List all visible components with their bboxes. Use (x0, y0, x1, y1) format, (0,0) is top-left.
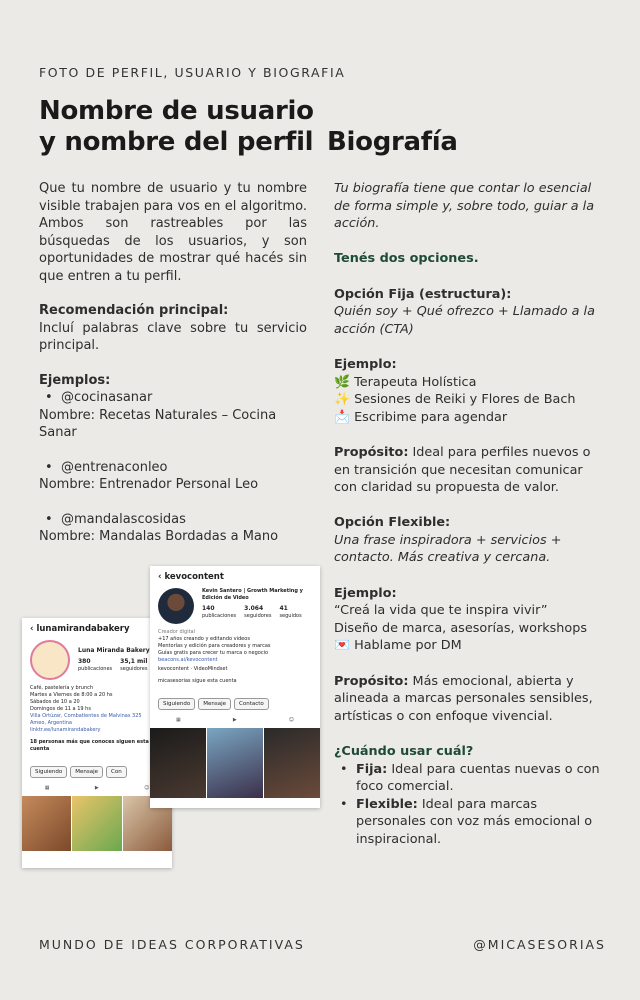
purpose2: Propósito: Más emocional, abierta y alineada a marcas personales sensibles, artísticas o con enfoque vivencial. (334, 673, 593, 724)
profile-tabs (150, 713, 320, 728)
fixed-heading: Opción Fija (estructura): (334, 286, 512, 302)
example-name: Nombre: Entrenador Personal Leo (39, 477, 259, 492)
love-letter-icon: 💌 (334, 638, 350, 654)
profile-link: linktr.ee/lunamirandabakery (30, 727, 101, 733)
profile-name: Kevin Santero | Growth Marketing y Edición de Video (202, 588, 303, 601)
grid-icon: ▦ (176, 717, 181, 723)
right-title: Biografía (327, 127, 458, 157)
sparkles-icon: ✨ (334, 392, 350, 408)
example-name: Nombre: Recetas Naturales – Cocina Sanar (39, 407, 277, 440)
left-column (39, 180, 307, 546)
contact-button: Contacto (234, 698, 269, 710)
when-item: • Fija: Ideal para cuentas nuevas o con foco comercial. (340, 761, 600, 795)
example-item: • @cocinasanar Nombre: Recetas Naturales – Cocina Sanar (39, 389, 307, 442)
when-heading: ¿Cuándo usar cuál? (334, 744, 474, 759)
when-list (334, 761, 606, 849)
profile-header: ‹ lunamirandabakery (30, 624, 130, 634)
profile-bio: Creador digital +17 años creando y editando videos Mentorías y edición para creadores y marcas Guías gratis para crecer tu marca o negocio beacons.ai/kevocontent kevocontent · VideoMindset (150, 626, 320, 676)
reels-icon: ▶ (94, 785, 99, 791)
rec-text: Incluí palabras clave sobre tu servicio principal. (39, 320, 307, 353)
left-title-line2: y nombre del perfil (39, 127, 314, 157)
profile-header: ‹ kevocontent (158, 572, 224, 582)
back-arrow-icon: ‹ (158, 572, 165, 582)
example2-line: Diseño de marca, asesorías, workshops (334, 620, 588, 636)
grid-icon: ▦ (44, 785, 50, 791)
example1-line: ✨ Sesiones de Reiki y Flores de Bach (334, 392, 576, 408)
contact-button: Con (106, 766, 127, 778)
right-column (334, 180, 606, 849)
following-count: 41 (279, 605, 288, 612)
avatar (30, 640, 70, 680)
footer-handle: @MICASESORIAS (473, 937, 606, 952)
kicker: FOTO DE PERFIL, USUARIO Y BIOGRAFIA (39, 65, 346, 80)
reels-icon: ▶ (232, 717, 237, 723)
example-handle: @cocinasanar (61, 390, 153, 405)
example2-line: 💌 Hablame por DM (334, 638, 462, 654)
post-thumbnail (207, 728, 263, 798)
profile-name: Luna Miranda Bakery (78, 647, 150, 654)
flex-formula: Una frase inspiradora + servicios + contacto. Más creativa y cercana. (334, 532, 562, 566)
post-thumbnail (150, 728, 206, 798)
followed-by: micasesorias sigue esta cuenta (158, 678, 237, 684)
example1-line: 🌿 Terapeuta Holística (334, 374, 477, 390)
message-button: Mensaje (70, 766, 103, 778)
example-name: Nombre: Mandalas Bordadas a Mano (39, 529, 279, 544)
fixed-formula: Quién soy + Qué ofrezco + Llamado a la acción (CTA) (334, 304, 595, 337)
followers-count: 35,1 mil (120, 658, 148, 665)
post-thumbnail (22, 796, 71, 851)
followers-count: 3.064 (244, 605, 264, 612)
flex-heading: Opción Flexible: (334, 515, 451, 531)
example2-line: “Creá la vida que te inspira vivir” (334, 603, 548, 619)
left-title (39, 96, 339, 158)
left-intro: Que tu nombre de usuario y tu nombre visible trabajen para vos en el algoritmo. Ambos son rastreables por las búsquedas de los usuarios, y son oportunidades de mostrar qué hacés sin que entren a tu perfil. (39, 181, 307, 284)
example1-heading: Ejemplo: (334, 356, 397, 372)
example-item: • @entrenaconleo Nombre: Entrenador Personal Leo (39, 459, 307, 494)
purpose1: Propósito: Ideal para perfiles nuevos o en transición que necesitan comunicar con claridad su propuesta de valor. (334, 444, 591, 496)
post-thumbnail (264, 728, 320, 798)
options-heading: Tenés dos opciones. (334, 251, 479, 267)
profile-top: Luna Miranda Bakery 380 publicaciones 35,1 mil seguidores (22, 638, 172, 682)
bio-intro: Tu biografía tiene que contar lo esencial de forma simple y, sobre todo, guiar a la acción. (334, 181, 595, 232)
example-handle: @entrenaconleo (61, 459, 168, 475)
footer-brand: MUNDO DE IDEAS CORPORATIVAS (39, 937, 305, 952)
tagged-icon: ☺ (288, 717, 294, 723)
posts-count: 380 (78, 658, 91, 665)
tagged-icon: ☺ (144, 785, 150, 791)
when-item: • Flexible: Ideal para marcas personales con voz más emocional o inspiracional. (340, 796, 593, 847)
examples-heading: Ejemplos: (39, 372, 111, 388)
herb-icon: 🌿 (334, 374, 350, 390)
following-button: Siguiendo (158, 698, 195, 710)
profile-actions (150, 687, 320, 713)
example2-heading: Ejemplo: (334, 585, 397, 601)
example-handle: @mandalascosidas (61, 511, 186, 527)
posts-grid (150, 728, 320, 798)
rec-heading: Recomendación principal: (39, 303, 229, 318)
envelope-icon: 📩 (334, 409, 350, 425)
followed-by: 18 personas más que conoces siguen esta cuenta (30, 739, 149, 752)
left-title-line1: Nombre de usuario (39, 96, 314, 126)
following-button: Siguiendo (30, 766, 67, 778)
avatar (158, 588, 194, 624)
profile-link: beacons.ai/kevocontent (158, 657, 218, 663)
posts-count: 140 (202, 605, 215, 612)
back-arrow-icon: ‹ (30, 624, 37, 634)
profile-bio: Café, pastelería y brunch Martes a Viernes de 8:00 a 20 hs Sábados de 10 a 20 Domingos de 11 a 19 hs Villa Ortúzar, Combatientes de Malvinas 325 Ameo, Argentina linktr.ee/lunamirandabakery (22, 682, 172, 737)
profile-top: Kevin Santero | Growth Marketing y Edición de Video 140 publicaciones 3.064 seguidores 41 seguidos (150, 586, 320, 626)
example1-line: 📩 Escribime para agendar (334, 409, 508, 425)
post-thumbnail (72, 796, 121, 851)
profile-screenshot-kevo (150, 566, 320, 808)
message-button: Mensaje (198, 698, 231, 710)
example-item: • @mandalascosidas Nombre: Mandalas Bordadas a Mano (39, 511, 307, 546)
